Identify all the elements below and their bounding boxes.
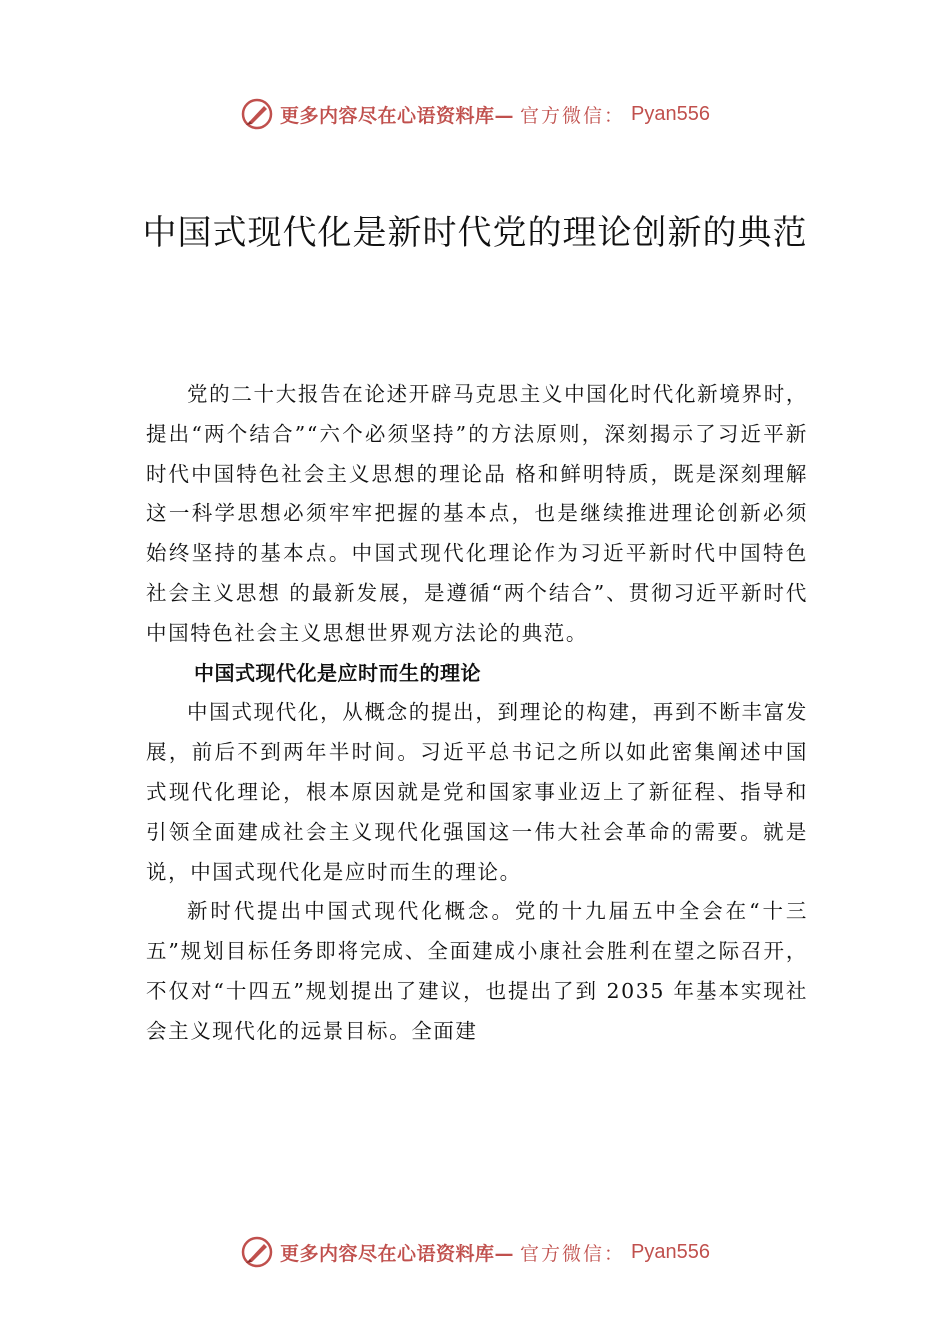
banner-wechat-label: 官方微信： xyxy=(520,1242,626,1265)
banner-text: 更多内容尽在心语资料库— xyxy=(280,1242,515,1265)
banner-wechat-id: Pyan556 xyxy=(631,102,710,125)
banner-text: 更多内容尽在心语资料库— xyxy=(280,104,515,127)
footer-banner xyxy=(0,1232,950,1272)
banner-wechat-label: 官方微信： xyxy=(520,104,626,127)
banner-wechat-id: Pyan556 xyxy=(631,1240,710,1263)
document-title: 中国式现代化是新时代党的理论创新的典范 xyxy=(142,213,808,253)
paragraph-2: 中国式现代化，从概念的提出，到理论的构建，再到不断丰富发展，前后不到两年半时间。习近平总书记之所以如此密集阐述中国式现代化理论，根本原因就是党和国家事业迈上了新征程、指导和引领全面建成社会主义现代化强国这一伟大社会革命的需要。就是说，中国式现代化是应时而生的理论。 xyxy=(146,700,808,884)
paragraph-3: 新时代提出中国式现代化概念。党的十九届五中全会在“十三五”规划目标任务即将完成、全面建成小康社会胜利在望之际召开，不仅对“十四五”规划提出了建议，也提出了到 2035 年基本实现社会主义现代化的远景目标。全面建 xyxy=(146,899,808,1043)
header-banner xyxy=(0,94,950,134)
brush-logo-icon xyxy=(240,97,274,131)
section-heading: 中国式现代化是应时而生的理论 xyxy=(194,660,481,685)
paragraph-intro: 党的二十大报告在论述开辟马克思主义中国化时代化新境界时，提出“两个结合”“六个必须坚持”的方法原则，深刻揭示了习近平新时代中国特色社会主义思想的理论品 格和鲜明特质，既是深刻理解这一科学思想必须牢牢把握的基本点，也是继续推进理论创新必须始终坚持的基本点。中国式现代化理论作为习近平新时代中国特色社会主义思想 的最新发展，是遵循“两个结合”、贯彻习近平新时代中国特色社会主义思想世界观方法论的典范。 xyxy=(146,382,808,645)
brush-logo-icon xyxy=(240,1235,274,1269)
document-body xyxy=(146,375,808,1052)
